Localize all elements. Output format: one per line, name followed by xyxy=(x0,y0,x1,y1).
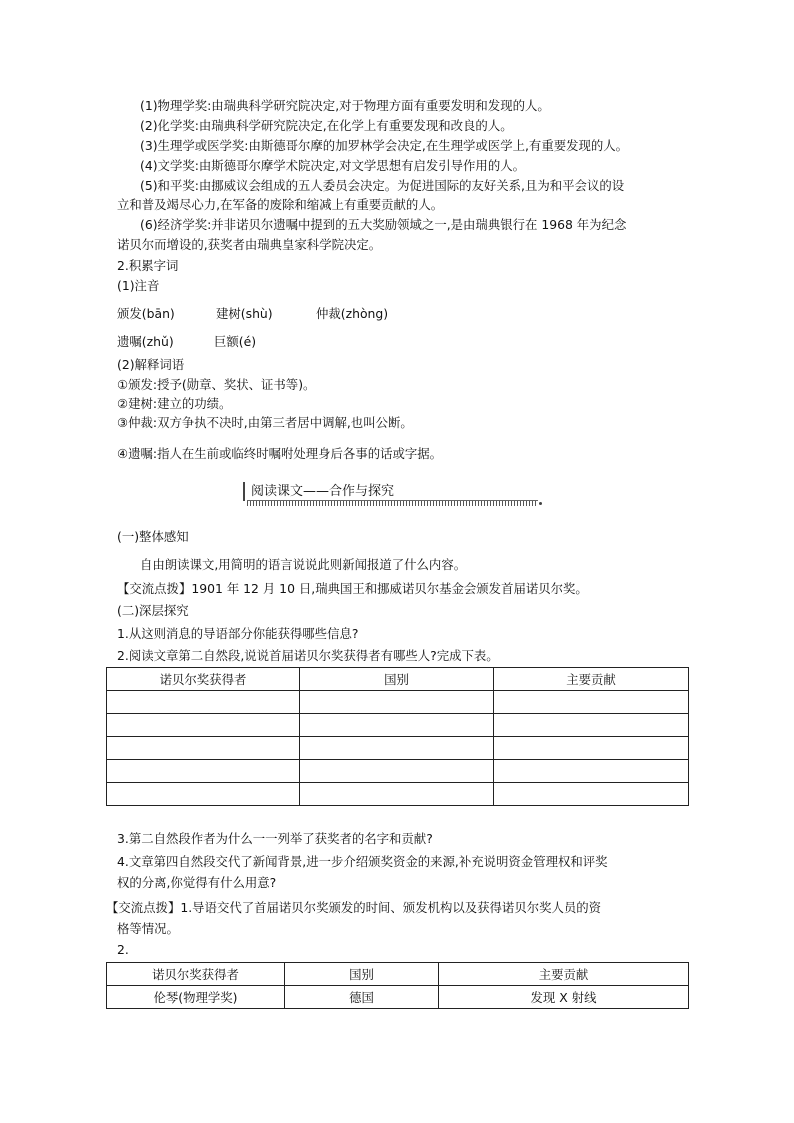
prize-economics: (6)经济学奖:并非诺贝尔遗嘱中提到的五大奖励领域之一,是由瑞典银行在 1968 年为纪念 xyxy=(140,217,627,232)
banner-title: 阅读课文——合作与探究 xyxy=(251,484,395,499)
def-item: ③仲裁:双方争执不决时,由第三者居中调解,也叫公断。 xyxy=(117,415,413,430)
table-cell[interactable] xyxy=(300,783,494,806)
ans-text: 1.导语交代了首届诺贝尔奖颁发的时间、颁发机构以及获得诺贝尔奖人员的资 xyxy=(180,900,602,915)
table-cell: 德国 xyxy=(285,986,439,1009)
question-2: 2.阅读文章第二自然段,说说首届诺贝尔奖获得者有哪些人?完成下表。 xyxy=(117,648,499,663)
table-cell[interactable] xyxy=(107,737,300,760)
answer-1 xyxy=(106,899,601,917)
table-header: 主要贡献 xyxy=(439,963,689,986)
answer-1-cont: 格等情况。 xyxy=(117,921,179,936)
tip-label: 【交流点拨】 xyxy=(117,581,192,596)
prize-chemistry: (2)化学奖:由瑞典科学研究院决定,在化学上有重要发现和改良的人。 xyxy=(140,118,513,133)
laureates-table-blank xyxy=(106,667,689,806)
banner-dot xyxy=(539,502,542,505)
prize-physics: (1)物理学奖:由瑞典科学研究院决定,对于物理方面有重要发明和发现的人。 xyxy=(140,98,550,113)
vocab-heading: 2.积累字词 xyxy=(117,258,179,273)
table-cell[interactable] xyxy=(494,714,689,737)
prize-economics-cont: 诺贝尔而增设的,获奖者由瑞典皇家科学院决定。 xyxy=(117,237,382,252)
part1-tip xyxy=(117,580,588,598)
table-row xyxy=(107,691,689,714)
pron-item: 巨额(é) xyxy=(214,334,257,349)
question-4-cont: 权的分离,你觉得有什么用意? xyxy=(117,875,277,890)
table-header: 诺贝尔奖获得者 xyxy=(107,668,300,691)
table-row xyxy=(107,783,689,806)
banner-underline xyxy=(247,500,538,506)
tip-text: 1901 年 12 月 10 日,瑞典国王和挪威诺贝尔基金会颁发首届诺贝尔奖。 xyxy=(191,581,588,596)
table-cell[interactable] xyxy=(494,737,689,760)
question-4: 4.文章第四自然段交代了新闻背景,进一步介绍颁奖资金的来源,补充说明资金管理权和评奖 xyxy=(117,854,608,869)
banner-bar xyxy=(243,482,245,501)
table-header: 国别 xyxy=(285,963,439,986)
table-cell[interactable] xyxy=(494,783,689,806)
ans-label: 【交流点拨】 xyxy=(106,900,181,915)
table-cell: 伦琴(物理学奖) xyxy=(107,986,285,1009)
pron-heading: (1)注音 xyxy=(117,278,160,293)
pron-item: 遗嘱(zhǔ) xyxy=(117,334,174,349)
table-header-row xyxy=(107,668,689,691)
table-cell[interactable] xyxy=(494,760,689,783)
table-cell[interactable] xyxy=(107,783,300,806)
table-cell[interactable] xyxy=(300,760,494,783)
table-header: 主要贡献 xyxy=(494,668,689,691)
table-cell[interactable] xyxy=(107,760,300,783)
table-cell[interactable] xyxy=(300,737,494,760)
pron-item: 颁发(bān) xyxy=(117,306,175,321)
question-3: 3.第二自然段作者为什么一一列举了获奖者的名字和贡献? xyxy=(117,831,433,846)
part2-heading: (二)深层探究 xyxy=(117,603,189,618)
def-item: ①颁发:授予(勋章、奖状、证书等)。 xyxy=(117,377,316,392)
table-row xyxy=(107,714,689,737)
table-cell[interactable] xyxy=(300,691,494,714)
laureates-table-answer xyxy=(106,962,689,1009)
table-header: 诺贝尔奖获得者 xyxy=(107,963,285,986)
table-cell: 发现 X 射线 xyxy=(439,986,689,1009)
table-header-row xyxy=(107,963,689,986)
question-1: 1.从这则消息的导语部分你能获得哪些信息? xyxy=(117,626,359,641)
pron-item: 建树(shù) xyxy=(216,306,273,321)
part1-prompt: 自由朗读课文,用简明的语言说说此则新闻报道了什么内容。 xyxy=(140,557,467,572)
table-cell[interactable] xyxy=(107,714,300,737)
table-cell[interactable] xyxy=(300,714,494,737)
answer-2: 2. xyxy=(117,942,129,957)
table-row xyxy=(107,737,689,760)
table-row xyxy=(107,986,689,1009)
section-banner xyxy=(243,482,542,506)
prize-peace: (5)和平奖:由挪威议会组成的五人委员会决定。为促进国际的友好关系,且为和平会议的设 xyxy=(140,178,625,193)
table-cell[interactable] xyxy=(494,691,689,714)
def-item: ②建树:建立的功绩。 xyxy=(117,396,232,411)
part1-heading: (一)整体感知 xyxy=(117,529,189,544)
prize-literature: (4)文学奖:由斯德哥尔摩学术院决定,对文学思想有启发引导作用的人。 xyxy=(140,158,525,173)
def-heading: (2)解释词语 xyxy=(117,357,185,372)
table-cell[interactable] xyxy=(107,691,300,714)
prize-peace-cont: 立和普及竭尽心力,在军备的废除和缩减上有重要贡献的人。 xyxy=(117,197,444,212)
prize-medicine: (3)生理学或医学奖:由斯德哥尔摩的加罗林学会决定,在生理学或医学上,有重要发现的人。 xyxy=(140,138,629,153)
pron-item: 仲裁(zhòng) xyxy=(316,306,389,321)
table-row xyxy=(107,760,689,783)
def-item: ④遗嘱:指人在生前或临终时嘱咐处理身后各事的话或字据。 xyxy=(117,446,443,461)
table-header: 国别 xyxy=(300,668,494,691)
